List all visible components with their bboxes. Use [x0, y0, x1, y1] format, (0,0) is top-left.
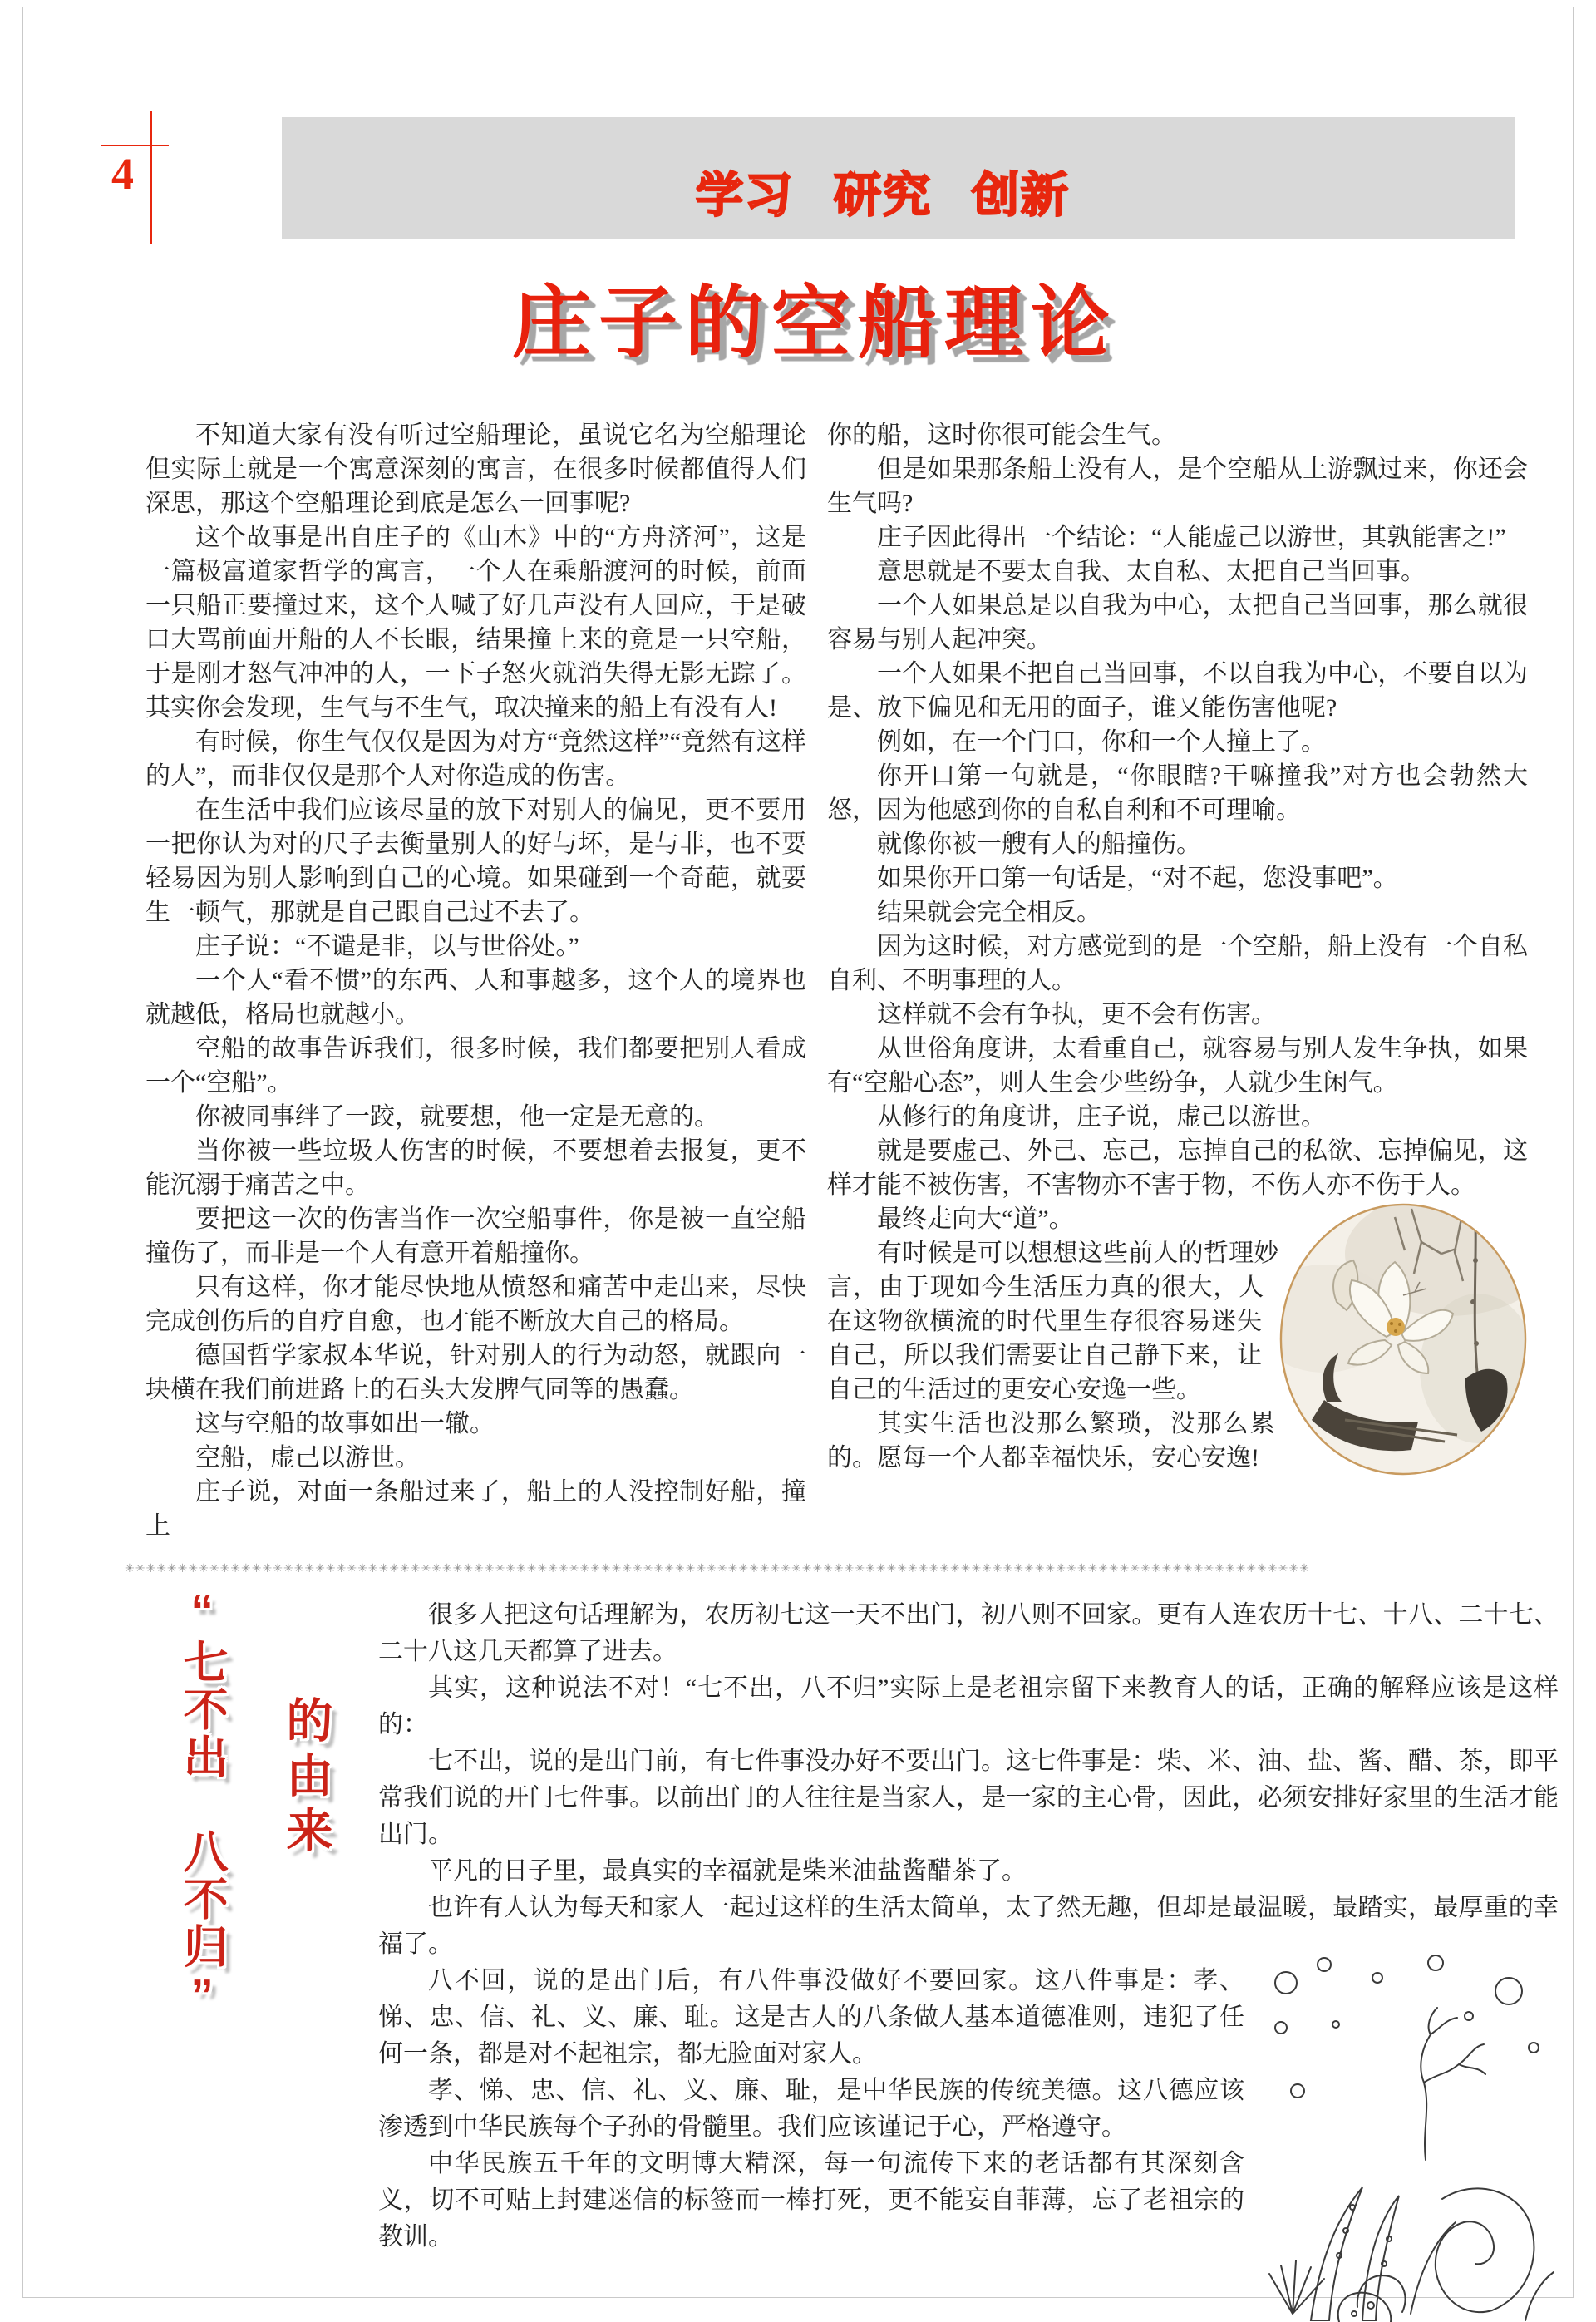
paragraph: 一个人“看不惯”的东西、人和事越多，这个人的境界也就越低，格局也就越小。 — [145, 967, 806, 1028]
paragraph: 一个人如果不把自己当回事，不以自我为中心，不要自以为是、放下偏见和无用的面子，谁又能伤害他呢? — [827, 660, 1528, 722]
paragraph: 庄子说，对面一条船过来了，船上的人没控制好船，撞上 — [145, 1478, 806, 1540]
crop-mark-horizontal — [101, 145, 169, 146]
paragraph: 中华民族五千年的文明博大精深，每一句流传下来的老话都有其深刻含义，切不可贴上封建迷信的标签而一棒打死，更不能妄自菲薄，忘了老祖宗的教训。 — [378, 2150, 1244, 2251]
article-title: 庄子的空船理论 — [511, 279, 1117, 367]
paragraph: 庄子说：“不谴是非，以与世俗处。” — [195, 933, 579, 960]
paragraph: 很多人把这句话理解为，农历初七这一天不出门，初八则不回家。更有人连农历十七、十八、二十七、二十八这几天都算了进去。 — [378, 1601, 1559, 1665]
paragraph: 有时候，你生气仅仅是因为对方“竟然这样”“竟然有这样的人”，而非仅仅是那个人对你造成的伤害。 — [145, 728, 806, 790]
paragraph: 八不回，说的是出门后，有八件事没做好不要回家。这八件事是：孝、悌、忠、信、礼、义、廉、耻。这是古人的八条做人基本道德准则，违犯了任何一条，都是对不起祖宗，都无脸面对家人。 — [378, 1967, 1244, 2068]
paragraph: 例如，在一个门口，你和一个人撞上了。 — [877, 728, 1326, 756]
paragraph: 德国哲学家叔本华说，针对别人的行为动怒，就跟向一块横在我们前进路上的石头大发脾气同等的愚蠢。 — [145, 1342, 806, 1403]
banner-word-research: 研究 — [834, 169, 932, 222]
lotus-boat-image — [1278, 1202, 1528, 1477]
origin-title-suffix: 的由来 — [280, 1696, 333, 1861]
paragraph: 最终走向大“道”。 — [877, 1205, 1074, 1233]
paragraph: 其实，这种说法不对！“七不出，八不归”实际上是老祖宗留下来教育人的话，正确的解释应该是这样的： — [378, 1674, 1559, 1738]
paragraph: 有时候是可以想想这些前人的哲理妙言，由于现如今生活压力真的很大，人在这物欲横流的时代里生存很容易迷失自己，所以我们需要让自己静下来，让自己的生活过的更安心安逸一些。 — [827, 1240, 1279, 1403]
paragraph: 你开口第一句就是，“你眼瞎?干嘛撞我”对方也会勃然大怒，因为他感到你的自私自利和不可理喻。 — [827, 762, 1528, 824]
paragraph: 你的船，这时你很可能会生气。 — [827, 422, 1176, 449]
banner-word-innovate: 创新 — [972, 169, 1070, 222]
paragraph: 这样就不会有争执，更不会有伤害。 — [877, 1001, 1276, 1028]
paragraph: 当你被一些垃圾人伤害的时候，不要想着去报复，更不能沉溺于痛苦之中。 — [145, 1137, 806, 1199]
paragraph: 从世俗角度讲，太看重自己，就容易与别人发生争执，如果有“空船心态”，则人生会少些纷争，人就少生闲气。 — [827, 1035, 1528, 1097]
origin-article-body — [378, 1597, 1559, 2322]
paragraph: 庄子因此得出一个结论：“人能虚己以游世，其孰能害之!” — [877, 524, 1506, 551]
origin-title-main: “七不出 八不归” — [177, 1586, 228, 2023]
paragraph: 空船的故事告诉我们，很多时候，我们都要把别人看成一个“空船”。 — [145, 1035, 806, 1097]
paragraph: 平凡的日子里，最真实的幸福就是柴米油盐酱醋茶了。 — [428, 1857, 1027, 1885]
paragraph: 但是如果那条船上没有人，是个空船从上游飘过来，你还会生气吗? — [827, 456, 1528, 517]
paragraph: 这与空船的故事如出一辙。 — [195, 1410, 495, 1437]
paragraph: 从修行的角度讲，庄子说，虚己以游世。 — [877, 1103, 1326, 1131]
paragraph: 就像你被一艘有人的船撞伤。 — [877, 831, 1201, 858]
paragraph: 在生活中我们应该尽量的放下对别人的偏见，更不要用一把你认为对的尺子去衡量别人的好与坏，是与非，也不要轻易因为别人影响到自己的心境。如果碰到一个奇葩，就要生一顿气，那就是自己跟自己过不去了。 — [145, 796, 806, 926]
page-number: 4 — [111, 149, 134, 199]
section-divider: ✳✳✳✳✳✳✳✳✳✳✳✳✳✳✳✳✳✳✳✳✳✳✳✳✳✳✳✳✳✳✳✳✳✳✳✳✳✳✳✳✳✳✳✳✳✳✳✳✳✳✳✳✳✳✳✳✳✳✳✳✳✳✳✳✳✳✳✳✳✳✳✳✳✳✳✳✳✳✳✳✳✳✳✳✳✳✳✳✳✳✳✳✳✳✳✳✳✳✳✳✳✳✳✳✳✳✳✳✳✳✳✳ — [125, 1562, 1310, 1575]
paragraph: 孝、悌、忠、信、礼、义、廉、耻，是中华民族的传统美德。这八德应该渗透到中华民族每个子孙的骨髓里。我们应该谨记于心，严格遵守。 — [378, 2077, 1244, 2141]
article-left-column — [145, 418, 806, 1543]
paragraph: 结果就会完全相反。 — [877, 899, 1101, 926]
paragraph: 你被同事绊了一跤，就要想，他一定是无意的。 — [195, 1103, 719, 1131]
coral-line-art-svg — [1259, 1948, 1559, 2322]
paragraph: 一个人如果总是以自我为中心，太把自己当回事，那么就很容易与别人起冲突。 — [827, 592, 1528, 653]
paragraph: 要把这一次的伤害当作一次空船事件，你是被一直空船撞伤了，而非是一个人有意开着船撞你。 — [145, 1205, 806, 1267]
paragraph: 只有这样，你才能尽快地从愤怒和痛苦中走出来，尽快完成创伤后的自疗自愈，也才能不断放大自己的格局。 — [145, 1274, 806, 1335]
lotus-boat-ink-painting-svg — [1278, 1202, 1528, 1477]
coral-illustration — [1259, 1948, 1559, 2322]
paragraph: 空船，虚己以游世。 — [195, 1444, 420, 1472]
paragraph: 就是要虚己、外己、忘己，忘掉自己的私欲、忘掉偏见，这样才能不被伤害，不害物亦不害于物，不伤人亦不伤于人。 — [827, 1137, 1528, 1199]
paragraph: 意思就是不要太自我、太自私、太把自己当回事。 — [877, 558, 1426, 585]
paragraph: 不知道大家有没有听过空船理论，虽说它名为空船理论但实际上就是一个寓意深刻的寓言，在很多时候都值得人们深思，那这个空船理论到底是怎么一回事呢? — [145, 422, 806, 517]
paragraph: 七不出，说的是出门前，有七件事没办好不要出门。这七件事是：柴、米、油、盐、酱、醋、茶，即平常我们说的开门七件事。以前出门的人往往是当家人，是一家的主心骨，因此，必须安排好家里的生活才能出门。 — [378, 1748, 1559, 1848]
paragraph: 如果你开口第一句话是，“对不起，您没事吧”。 — [877, 865, 1398, 892]
paragraph: 因为这时候，对方感觉到的是一个空船，船上没有一个自私自利、不明事理的人。 — [827, 933, 1528, 994]
paragraph: 其实生活也没那么繁琐，没那么累的。愿每一个人都幸福快乐，安心安逸! — [827, 1410, 1275, 1472]
masthead-banner — [282, 117, 1515, 239]
paragraph: 这个故事是出自庄子的《山木》中的“方舟济河”，这是一篇极富道家哲学的寓言，一个人在乘船渡河的时候，前面一只船正要撞过来，这个人喊了好几声没有人回应，于是破口大骂前面开船的人不长眼，结果撞上来的竟是一只空船，于是刚才怒气冲冲的人，一下子怒火就消失得无影无踪了。其实你会发现，生气与不生气，取决撞来的船上有没有人! — [145, 524, 806, 722]
article-right-column — [827, 418, 1528, 1481]
banner-word-study: 学习 — [696, 169, 794, 222]
paragraph: 也许有人认为每天和家人一起过这样的生活太简单，太了然无趣，但却是最温暖，最踏实，最厚重的幸福了。 — [378, 1894, 1559, 1958]
